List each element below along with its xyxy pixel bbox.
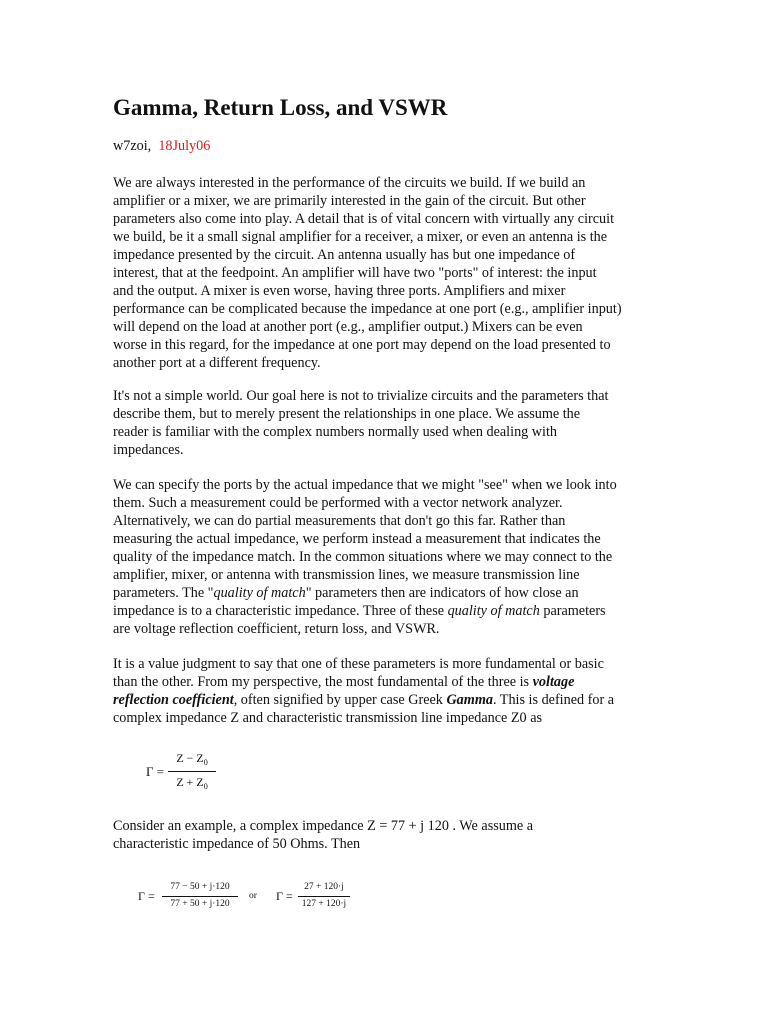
text-line: complex impedance Z and characteristic transmission line impedance Z0 as xyxy=(113,710,543,726)
paragraph-goal xyxy=(113,387,673,459)
text-line: than the other. From my perspective, the most fundamental of the three is voltage xyxy=(113,674,575,690)
text-line: It's not a simple world. Our goal here is not to trivialize circuits and the parameters that xyxy=(113,388,609,404)
text-line: reader is familiar with the complex numbers normally used when dealing with xyxy=(113,424,558,440)
emphasis: Gamma xyxy=(446,692,493,708)
text-line: another port at a different frequency. xyxy=(113,355,321,371)
emphasis: quality of match xyxy=(447,603,540,619)
text-line: performance can be complicated because the impedance at one port (e.g., amplifier input) xyxy=(113,301,622,317)
text-line: amplifier, mixer, or antenna with transmission lines, we measure transmission line xyxy=(113,567,580,583)
text-line: and the output. A mixer is even worse, having three ports. Amplifiers and mixer xyxy=(113,283,566,299)
text-line: characteristic impedance of 50 Ohms. Then xyxy=(113,836,361,852)
text-line: reflection coefficient, often signified by upper case Greek Gamma. This is defined for a xyxy=(113,692,615,708)
text-line: measuring the actual impedance, we perform instead a measurement that indicates the xyxy=(113,531,601,547)
text-line: parameters also come into play. A detail that is of vital concern with virtually any circuit xyxy=(113,211,615,227)
paragraph-example xyxy=(113,817,673,853)
text-line: we build, be it a small signal amplifier for a receiver, a mixer, or even an antenna is the xyxy=(113,229,608,245)
emphasis: voltage xyxy=(532,674,575,690)
page-title: Gamma, Return Loss, and VSWR xyxy=(113,95,448,120)
text-line: impedances. xyxy=(113,442,184,458)
gamma-symbol: Γ = xyxy=(276,889,293,903)
byline xyxy=(113,137,210,155)
fraction-bar xyxy=(168,771,216,772)
gamma-symbol: Γ = xyxy=(146,764,165,779)
text-line: describe them, but to merely present the relationships in one place. We assume the xyxy=(113,406,581,422)
text-line: them. Such a measurement could be performed with a vector network analyzer. xyxy=(113,495,563,511)
formula-denominator: $Z + Z_0$ xyxy=(176,775,208,791)
emphasis: reflection coefficient xyxy=(113,692,234,708)
paragraph-ports xyxy=(113,476,673,638)
or-text: or xyxy=(249,891,257,901)
formula-numerator: $Z - Z_0$ xyxy=(176,751,208,767)
text-line: impedance presented by the circuit. An antenna usually has but one impedance of xyxy=(113,247,576,263)
text-line: Consider an example, a complex impedance Z = 77 + j 120 . We assume a xyxy=(113,818,534,834)
text-line: interest, that at the feedpoint. An amplifier will have two "ports" of interest: the input xyxy=(113,265,597,281)
paragraph-intro xyxy=(113,174,673,372)
fraction-bar xyxy=(298,896,350,897)
text-line: impedance is to a characteristic impedance. Three of these quality of match parameters xyxy=(113,603,606,619)
formula-numerator: 27 + 120·j xyxy=(304,882,344,892)
text-line: quality of the impedance match. In the common situations where we may connect to the xyxy=(113,549,613,565)
text-line: Alternatively, we can do partial measurements that don't go this far. Rather than xyxy=(113,513,566,529)
text-line: We are always interested in the performance of the circuits we build. If we build an xyxy=(113,175,586,191)
fraction-bar xyxy=(162,896,238,897)
text-line: amplifier or a mixer, we are primarily interested in the gain of the circuit. But other xyxy=(113,193,586,209)
formula-numerator: 77 − 50 + j·120 xyxy=(170,882,230,892)
formula-denominator: 127 + 120·j xyxy=(301,899,347,909)
text-line: are voltage reflection coefficient, return loss, and VSWR. xyxy=(113,621,440,637)
text-line: parameters. The "quality of match" parameters then are indicators of how close an xyxy=(113,585,579,601)
author: w7zoi, xyxy=(113,138,152,154)
paragraph-gamma-definition xyxy=(113,655,673,727)
text-line: will depend on the load at another port (e.g., amplifier output.) Mixers can be even xyxy=(113,319,583,335)
text-line: It is a value judgment to say that one of these parameters is more fundamental or basic xyxy=(113,656,604,672)
text-line: worse in this regard, for the impedance at one port may depend on the load presented to xyxy=(113,337,611,353)
formula-denominator: 77 + 50 + j·120 xyxy=(170,899,230,909)
gamma-symbol: Γ = xyxy=(138,889,155,903)
text-line: We can specify the ports by the actual impedance that we might "see" when we look into xyxy=(113,477,617,493)
date: 18July06 xyxy=(158,138,211,154)
emphasis: quality of match xyxy=(213,585,306,601)
